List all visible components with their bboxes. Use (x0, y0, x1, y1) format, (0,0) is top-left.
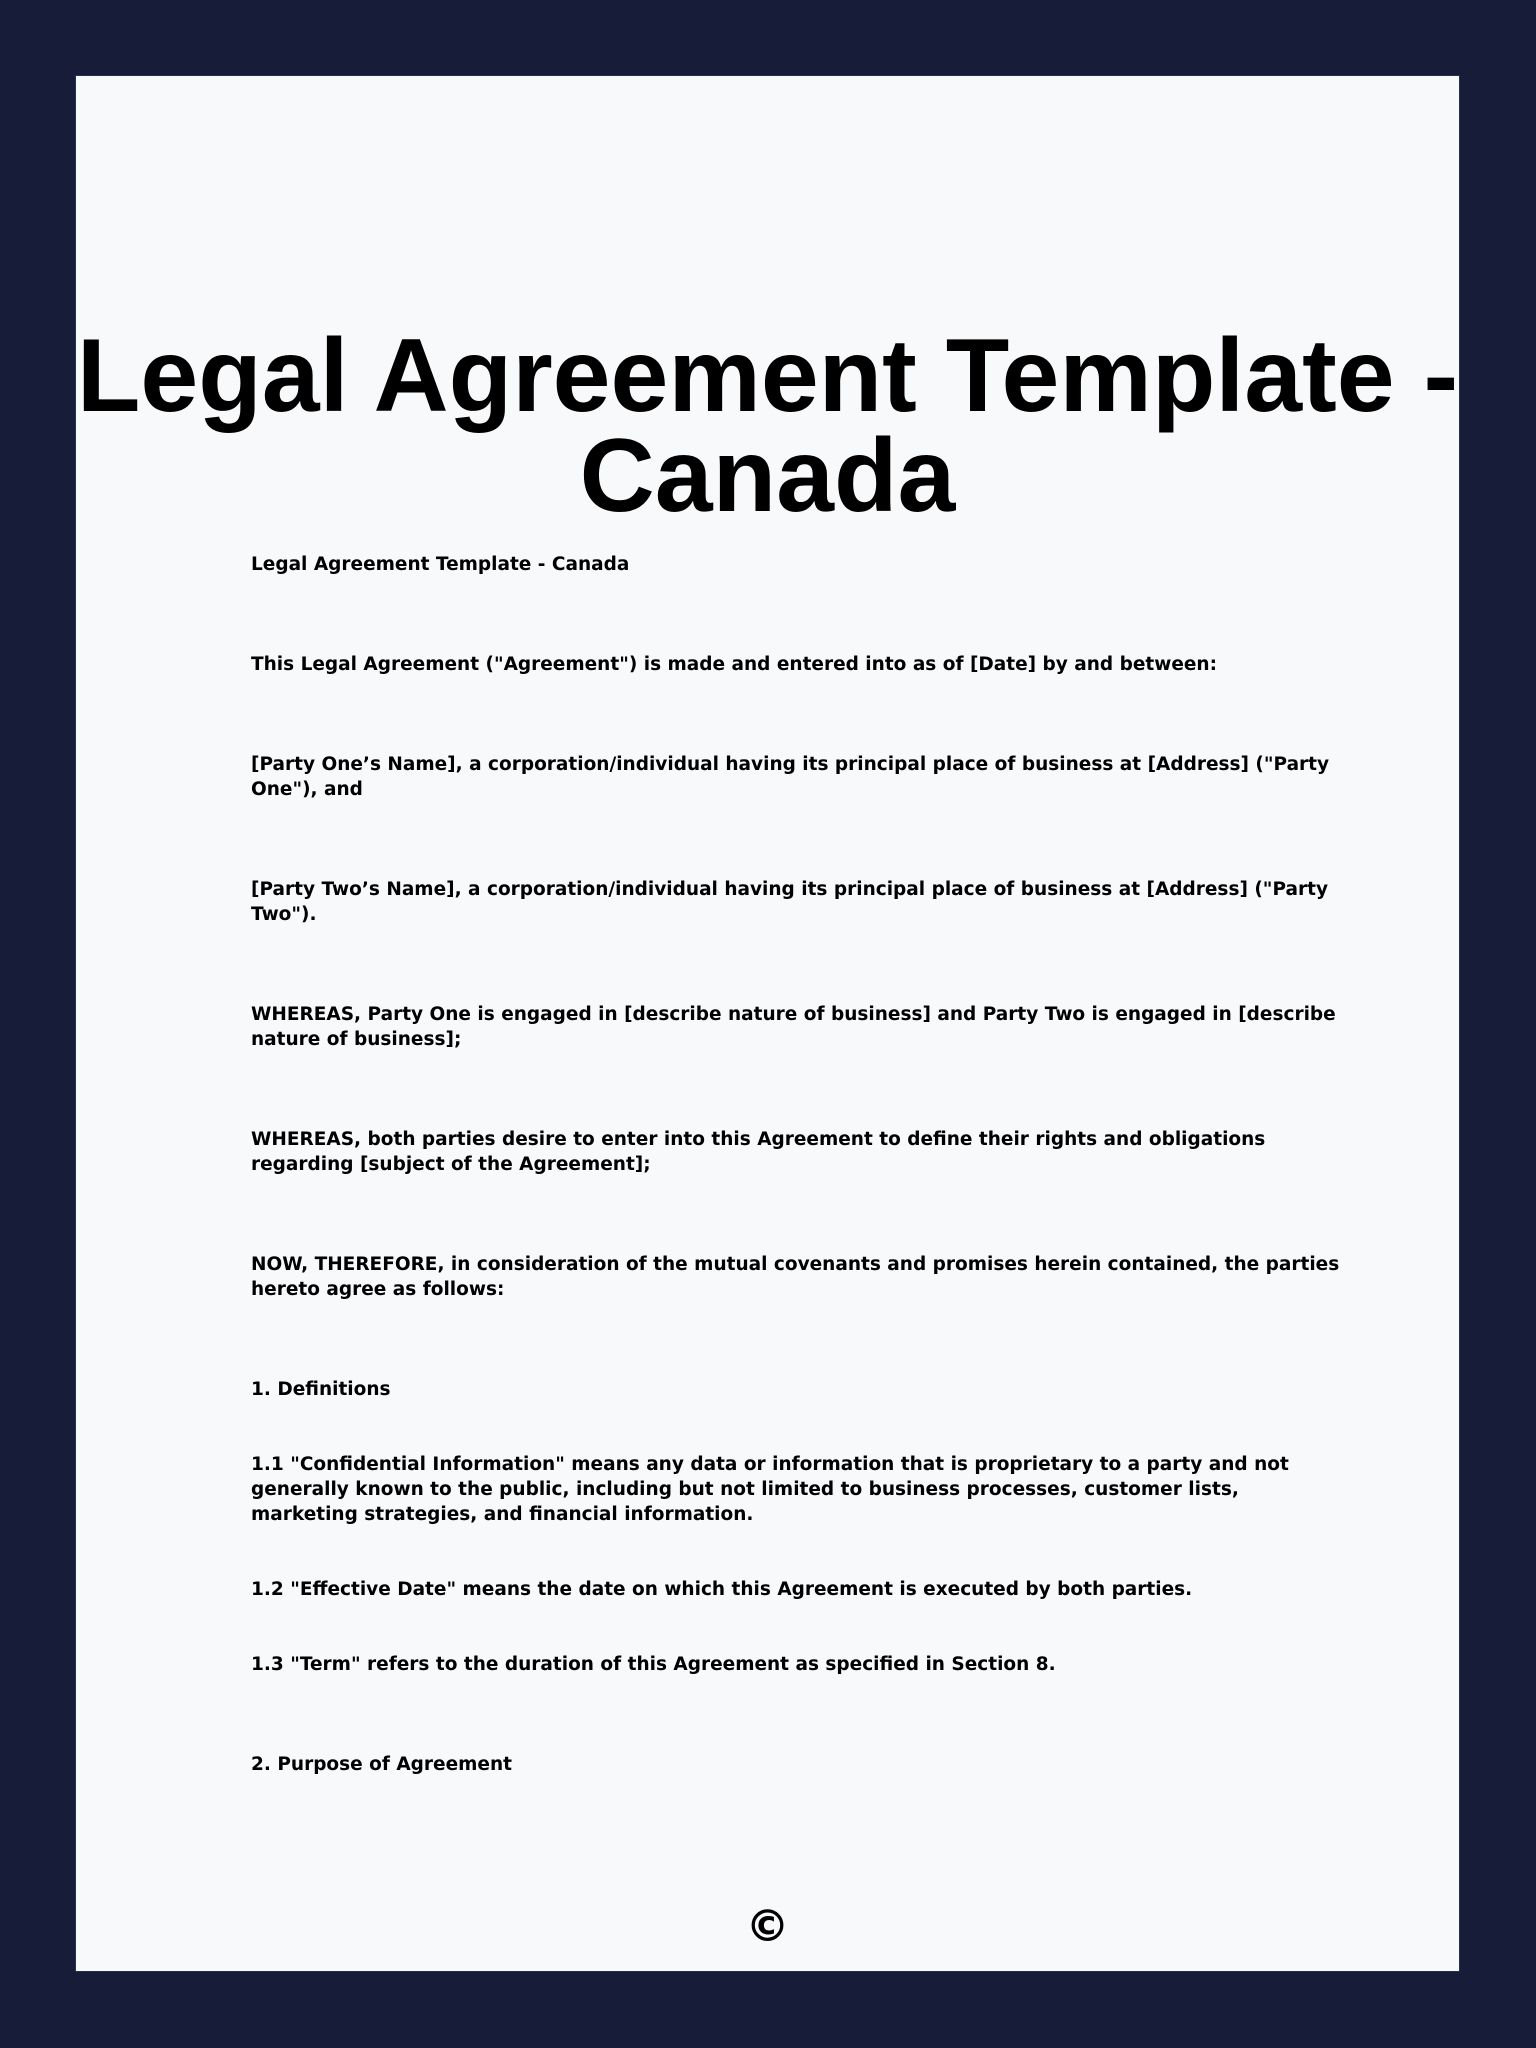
section-heading-definitions: 1. Definitions (251, 1379, 391, 1400)
paragraph-heading: Legal Agreement Template - Canada (251, 554, 630, 575)
clause-1-1: 1.1 "Confidential Information" means any data or information that is proprietary to a party and not generally known to the public, including but not limited to business processes, customer lists, marketing strategies, and financial information. (251, 1454, 1289, 1525)
paragraph-party-one: [Party One’s Name], a corporation/individual having its principal place of business at [Address] ("Party One"), and (251, 754, 1330, 800)
copyright-icon: © (745, 1901, 790, 1952)
document-title: Legal Agreement Template - Canada (76, 318, 1459, 534)
paragraph-whereas-1: WHEREAS, Party One is engaged in [describe nature of business] and Party Two is engaged in [describe nature of business]; (251, 1004, 1336, 1050)
section-heading-purpose: 2. Purpose of Agreement (251, 1754, 512, 1775)
paragraph-whereas-2: WHEREAS, both parties desire to enter into this Agreement to define their rights and obligations regarding [subject of the Agreement]; (251, 1129, 1266, 1175)
document-body (251, 552, 1351, 1777)
paragraph-intro: This Legal Agreement ("Agreement") is made and entered into as of [Date] by and between: (251, 654, 1218, 675)
clause-1-3: 1.3 "Term" refers to the duration of this Agreement as specified in Section 8. (251, 1654, 1056, 1675)
document-page (75, 75, 1460, 1972)
paragraph-therefore: NOW, THEREFORE, in consideration of the mutual covenants and promises herein contained, the parties hereto agree as follows: (251, 1254, 1340, 1300)
clause-1-2: 1.2 "Effective Date" means the date on which this Agreement is executed by both parties. (251, 1579, 1193, 1600)
paragraph-party-two: [Party Two’s Name], a corporation/individual having its principal place of business at [Address] ("Party Two"). (251, 879, 1329, 925)
